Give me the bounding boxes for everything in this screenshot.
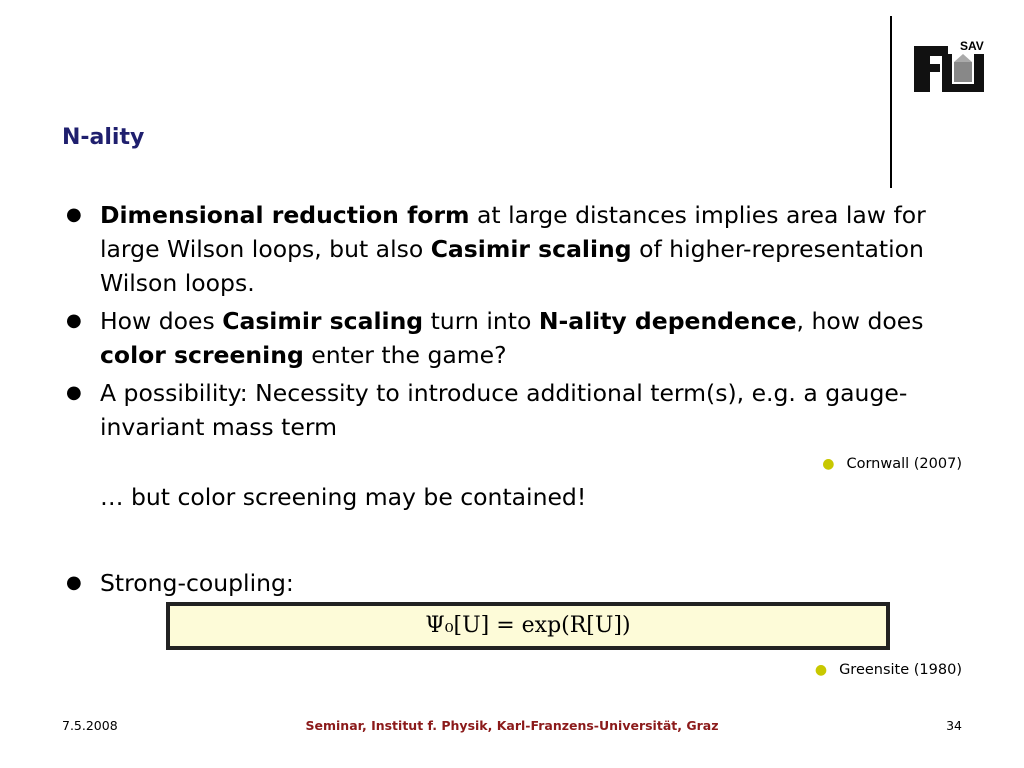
reference-bullet: ● — [822, 456, 835, 472]
bullet-dot: ● — [66, 204, 82, 225]
body-text: , how does — [796, 307, 924, 335]
formula-box: Ψ₀[U] = exp(R[U]) — [166, 602, 890, 650]
reference-text: Greensite (1980) — [839, 662, 962, 678]
bold-text: Casimir scaling — [222, 307, 424, 335]
body-text: of higher-representation Wilson loops. — [100, 235, 924, 297]
reference-bullet: ● — [814, 662, 828, 678]
bullet-item — [62, 198, 962, 300]
bullet-item — [62, 376, 962, 444]
reference-text: Cornwall (2007) — [846, 456, 962, 472]
reference-greensite — [815, 662, 962, 678]
bold-text: N-ality dependence — [538, 307, 797, 335]
body-text: How does — [100, 307, 223, 335]
body-text: Strong-coupling: — [100, 569, 294, 597]
footer-center: Seminar, Institut f. Physik, Karl-Franzens-Universität, Graz — [305, 718, 719, 733]
reference-cornwall — [822, 456, 962, 472]
body-text: A possibility: Necessity to introduce additional term(s), e.g. a gauge-invariant mass term — [100, 379, 908, 441]
logo-text: SAV — [960, 39, 984, 53]
bullet-item — [62, 304, 962, 372]
bullet-dot: ● — [66, 310, 82, 331]
bullet-list-2 — [62, 566, 962, 604]
continuation-text: … but color screening may be contained! — [100, 483, 587, 511]
bold-text: Casimir scaling — [430, 235, 632, 263]
institute-logo — [912, 38, 986, 96]
bullet-item — [62, 566, 962, 600]
bullet-dot: ● — [66, 572, 82, 593]
bullet-dot: ● — [66, 382, 82, 403]
bold-text: Dimensional reduction form — [100, 201, 470, 229]
body-text: at large distances implies area law for large Wilson loops, but also — [100, 201, 926, 263]
slide-title: N-ality — [62, 125, 145, 150]
footer-date: 7.5.2008 — [62, 718, 118, 733]
header-divider-line — [890, 16, 892, 188]
bold-text: color screening — [100, 341, 304, 369]
bullet-list — [62, 198, 962, 448]
body-text: enter the game? — [303, 341, 507, 369]
footer-page-number: 34 — [946, 718, 962, 733]
body-text: turn into — [423, 307, 539, 335]
